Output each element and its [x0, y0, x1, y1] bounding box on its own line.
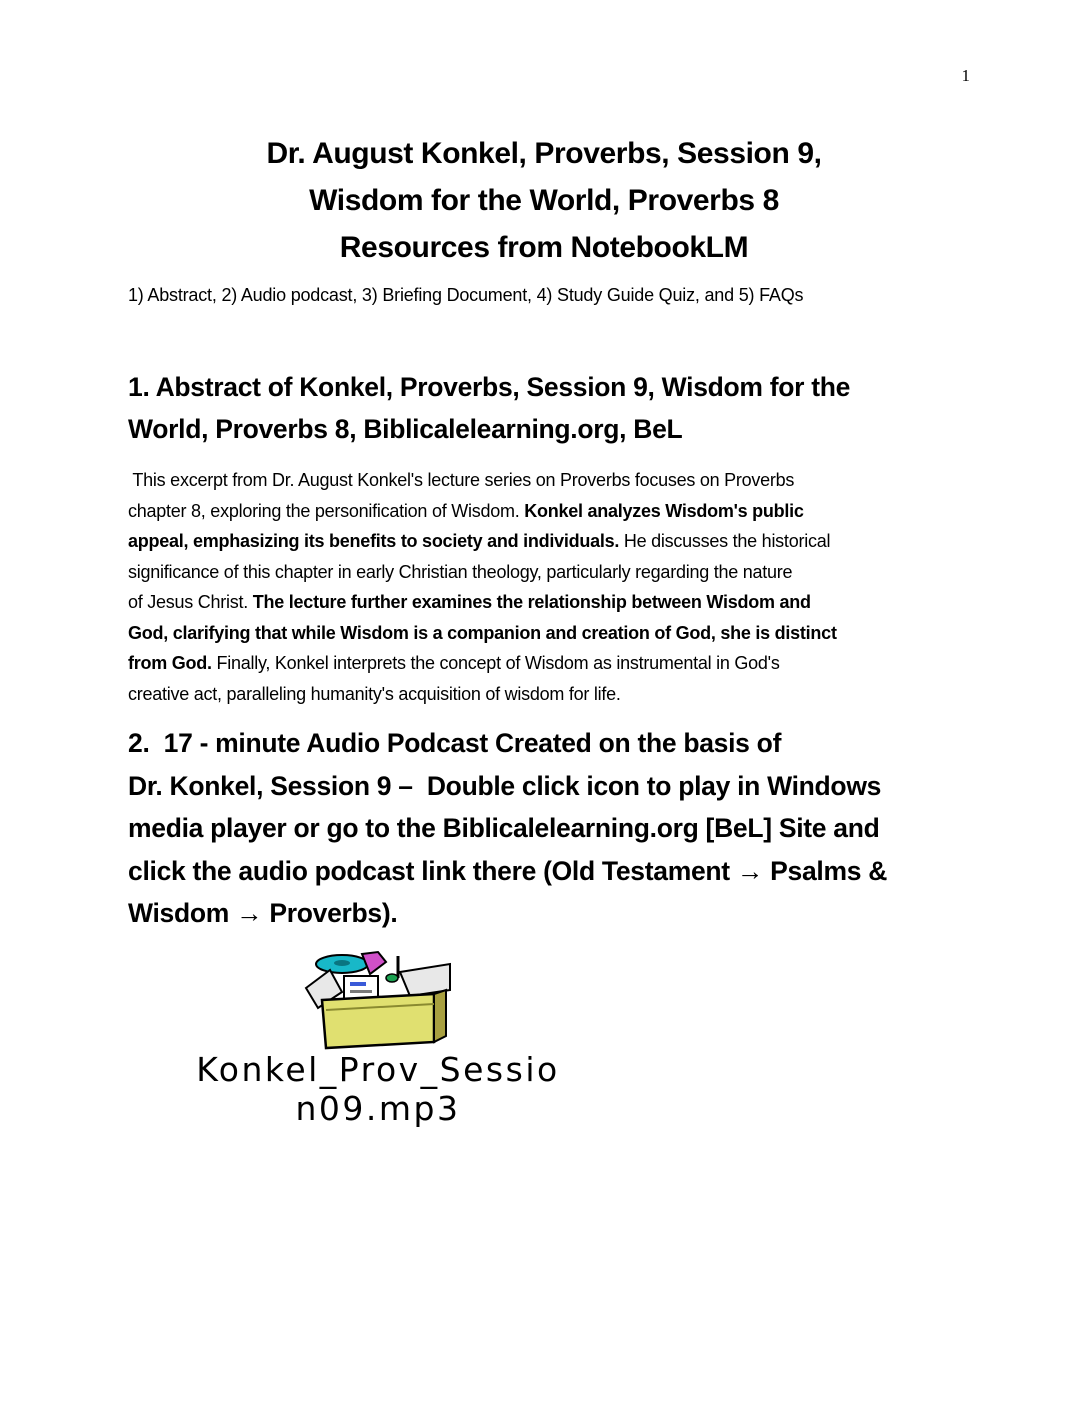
abstract-line-8	[128, 679, 958, 710]
abstract-text: significance of this chapter in early Christian theology, particularly regarding the nature	[128, 561, 793, 582]
filename-line-2: n09.mp3	[295, 1089, 461, 1128]
podcast-heading-line-2: Dr. Konkel, Session 9 – Double click icon to play in Windows	[128, 770, 882, 801]
podcast-text: Psalms &	[763, 855, 888, 886]
abstract-emphasis: from God.	[128, 653, 212, 673]
podcast-heading-line-3: media player or go to the Biblicalelearning.org [BeL] Site and	[128, 813, 880, 843]
abstract-text: of Jesus Christ.	[128, 592, 253, 612]
package-icon[interactable]	[304, 950, 454, 1050]
abstract-emphasis: God, clarifying that while Wisdom is a companion and creation of God, she is distinct	[128, 622, 837, 643]
title-line-2: Wisdom for the World, Proverbs 8	[309, 184, 779, 217]
podcast-text: Proverbs).	[262, 898, 398, 928]
podcast-heading-line-4	[128, 850, 968, 893]
title-line-1: Dr. August Konkel, Proverbs, Session 9,	[266, 137, 822, 170]
abstract-line-6	[128, 618, 958, 649]
abstract-line-4	[128, 557, 958, 588]
podcast-heading-line-5	[128, 892, 968, 935]
abstract-emphasis: Konkel analyzes Wisdom's public	[524, 500, 804, 521]
contents-list: 1) Abstract, 2) Audio podcast, 3) Briefing Document, 4) Study Guide Quiz, and 5) FAQs	[128, 285, 804, 305]
abstract-text: This excerpt from Dr. August Konkel's lecture series on Proverbs focuses on Proverbs	[128, 470, 795, 490]
abstract-text: Finally, Konkel interprets the concept of Wisdom as instrumental in God's	[211, 653, 780, 673]
abstract-text: chapter 8, exploring the personification of Wisdom.	[128, 500, 525, 521]
filename-line-1: Konkel_Prov_Sessio	[196, 1050, 560, 1089]
abstract-text: creative act, paralleling humanity's acquisition of wisdom for life.	[128, 683, 621, 704]
abstract-line-1	[128, 465, 958, 496]
podcast-heading-line-1: 2. 17 - minute Audio Podcast Created on the basis of	[128, 728, 782, 758]
arrow-right-icon: →	[236, 898, 263, 928]
document-title	[100, 130, 988, 271]
title-line-3: Resources from NotebookLM	[339, 231, 749, 264]
abstract-heading-line-2: World, Proverbs 8, Biblicalelearning.org, BeL	[128, 414, 683, 444]
audio-attachment[interactable]	[128, 950, 628, 1140]
attachment-filename[interactable]	[128, 1050, 628, 1128]
page-number: 1	[961, 66, 970, 85]
abstract-line-5	[128, 587, 958, 618]
podcast-text: click the audio podcast link there (Old Testament	[128, 855, 737, 886]
abstract-heading	[128, 366, 958, 450]
abstract-emphasis: appeal, emphasizing its benefits to society and individuals.	[128, 531, 620, 551]
abstract-text: He discusses the historical	[619, 531, 831, 551]
abstract-line-2	[128, 496, 958, 527]
arrow-right-icon: →	[736, 855, 764, 886]
podcast-text: Wisdom	[128, 898, 237, 928]
abstract-line-3	[128, 526, 958, 557]
abstract-emphasis: The lecture further examines the relationship between Wisdom and	[252, 592, 811, 612]
abstract-heading-line-1: 1. Abstract of Konkel, Proverbs, Session 9, Wisdom for the	[128, 372, 851, 402]
abstract-line-7	[128, 648, 958, 679]
podcast-heading	[128, 722, 968, 935]
abstract-paragraph	[128, 465, 958, 709]
